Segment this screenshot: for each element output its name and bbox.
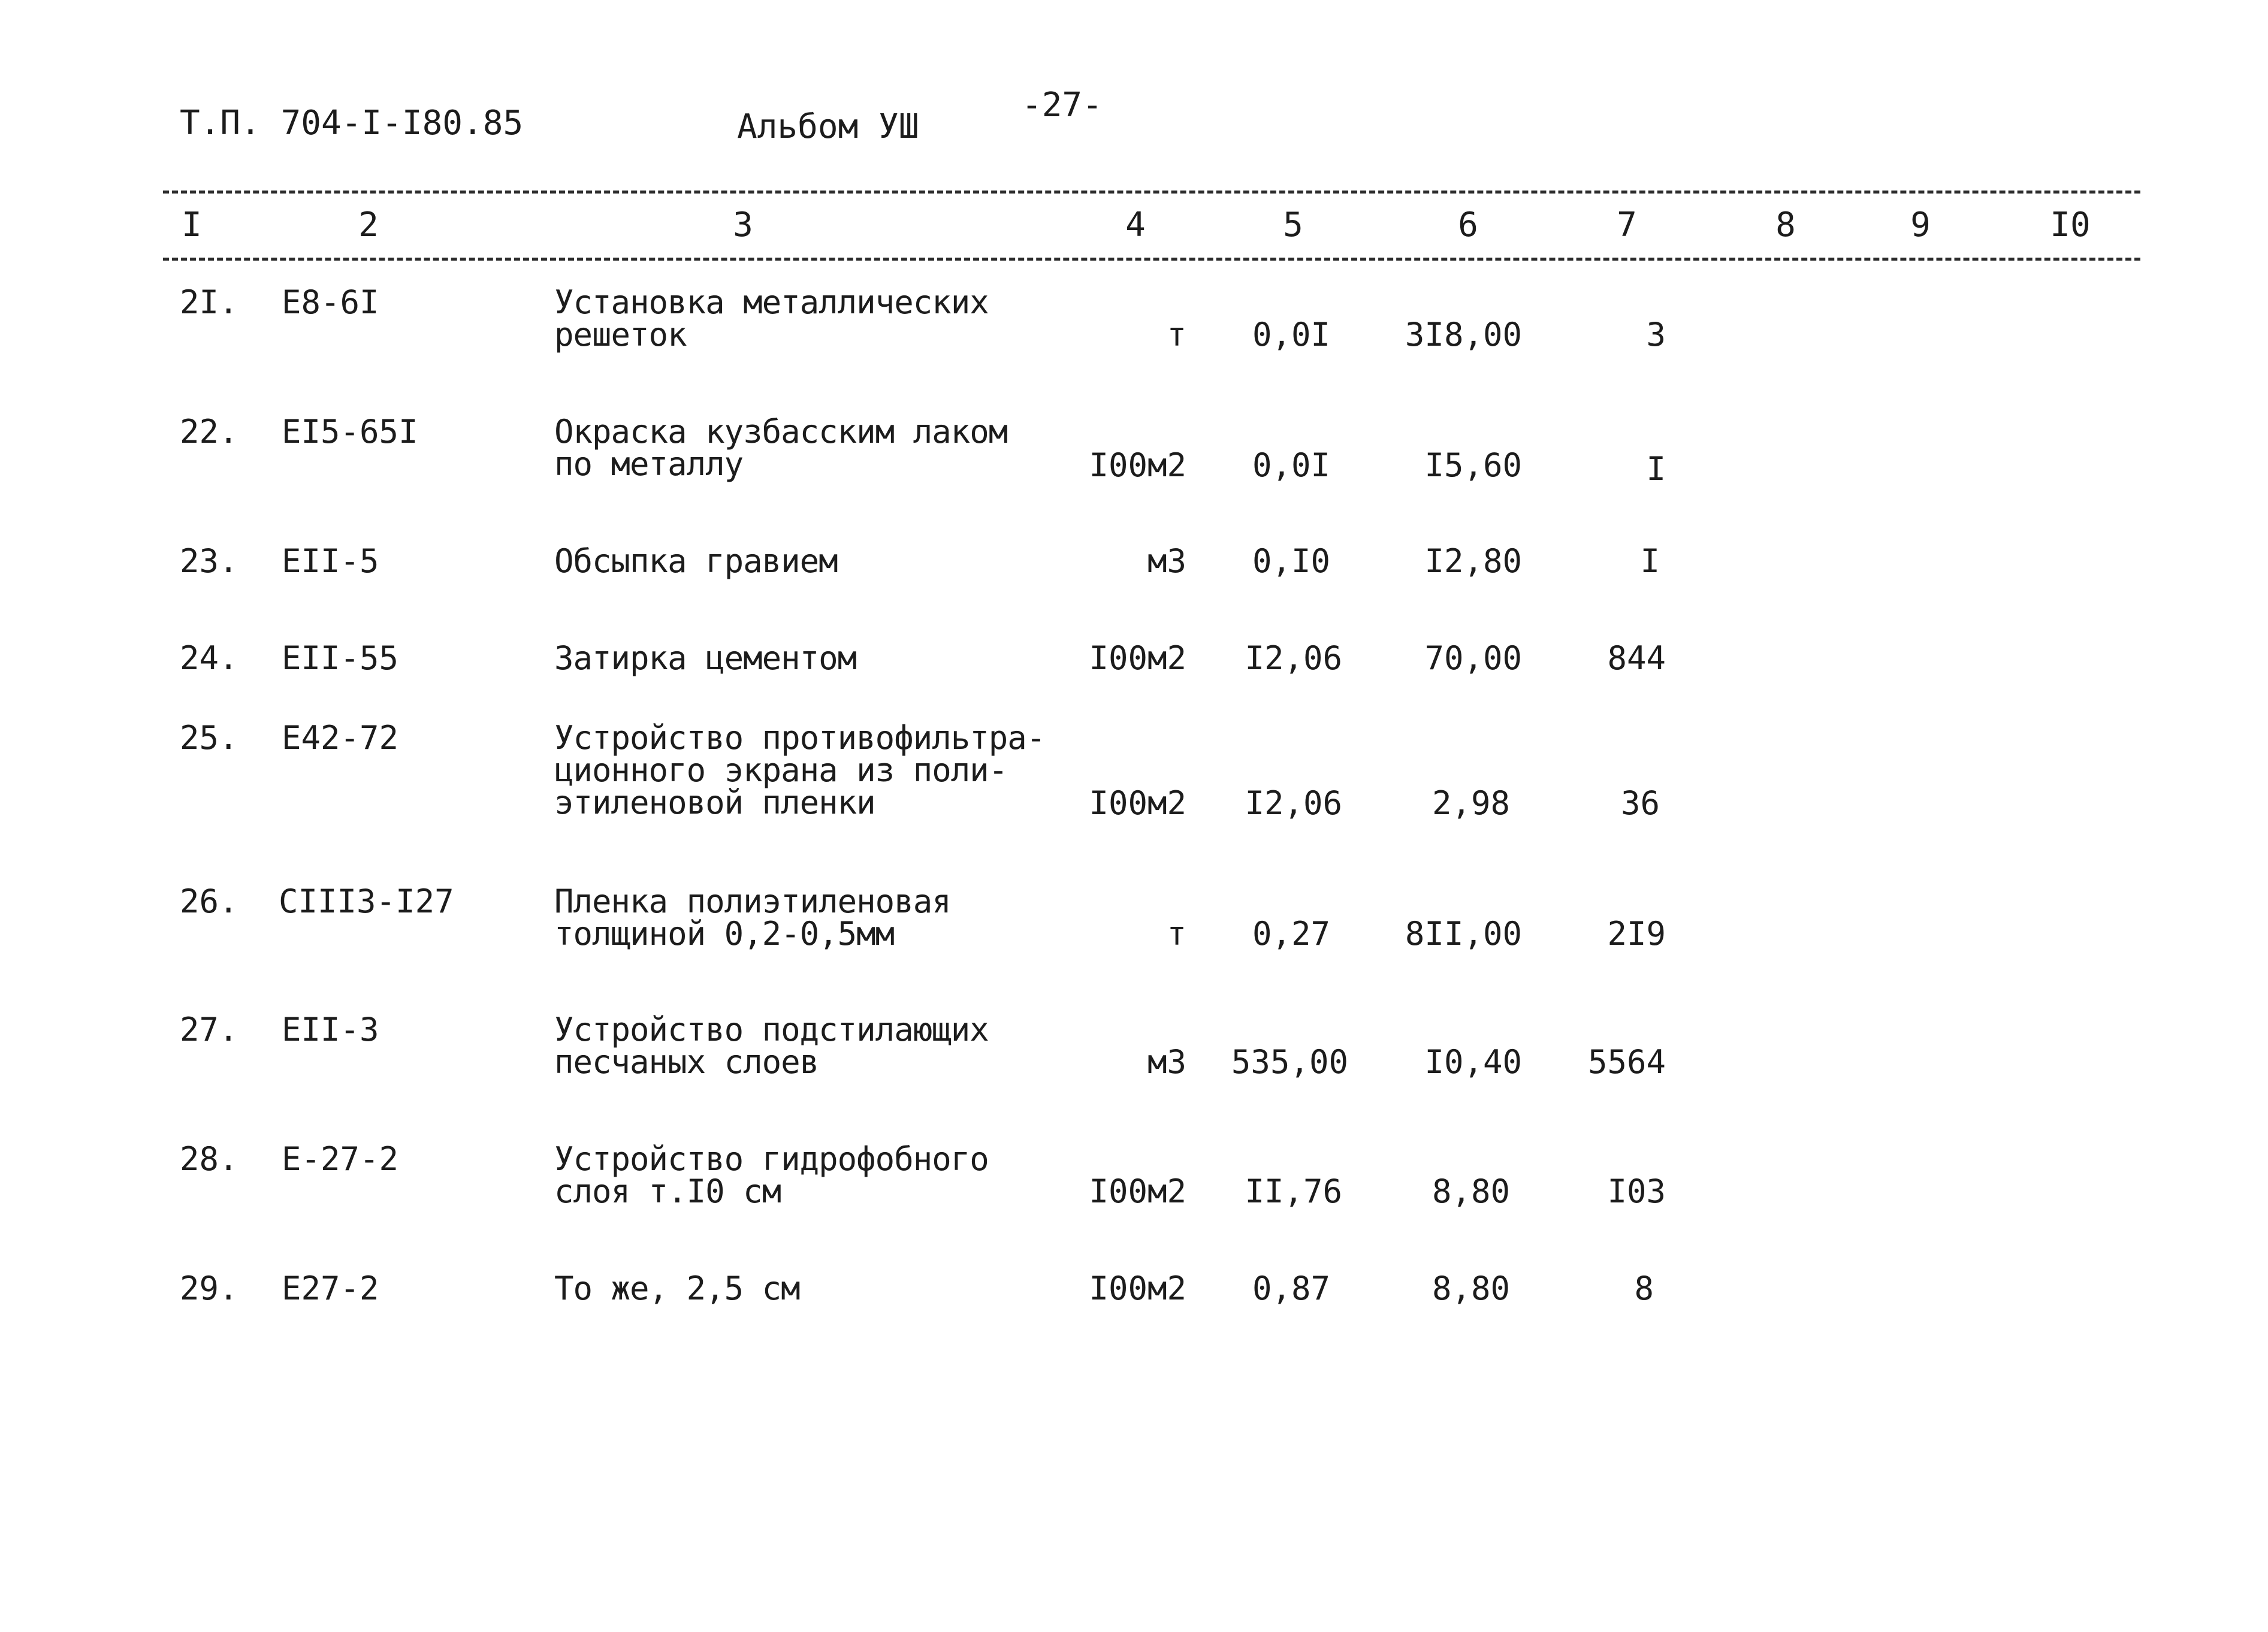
- row-number: 25.: [180, 719, 238, 757]
- row-quantity: II,76: [1245, 1172, 1342, 1210]
- row-quantity: 0,87: [1252, 1270, 1330, 1307]
- row-number: 23.: [180, 542, 238, 580]
- row-number: 22.: [180, 413, 238, 451]
- row-code: ЕII-55: [282, 639, 399, 677]
- row-code: Е8-6I: [282, 283, 379, 321]
- row-code: ЕII-3: [282, 1011, 379, 1048]
- column-number-9: 9: [1910, 205, 1931, 244]
- row-code: Е42-72: [282, 719, 399, 757]
- row-number: 29.: [180, 1270, 238, 1307]
- row-number: 28.: [180, 1140, 238, 1178]
- row-code: СIII3-I27: [279, 883, 454, 920]
- row-number: 24.: [180, 639, 238, 677]
- row-description: Затирка цементом: [554, 639, 857, 677]
- row-code: Е-27-2: [282, 1140, 399, 1178]
- row-description: Устройство гидрофобного слоя т.I0 см: [554, 1140, 989, 1210]
- row-unit: I00м2: [1089, 1270, 1186, 1307]
- row-unit: I00м2: [1089, 446, 1186, 484]
- column-number-10: I0: [2050, 205, 2091, 244]
- column-number-2: 2: [358, 205, 379, 244]
- page-number: -27-: [1022, 86, 1103, 125]
- row-unit-price: I2,80: [1424, 542, 1522, 580]
- column-number-7: 7: [1617, 205, 1637, 244]
- row-total: 2I9: [1607, 915, 1666, 953]
- row-quantity: 0,0I: [1252, 316, 1330, 353]
- row-code: ЕI5-65I: [282, 413, 418, 451]
- row-unit-price: 2,98: [1432, 784, 1510, 822]
- row-unit: м3: [1147, 542, 1186, 580]
- row-number: 2I.: [180, 283, 238, 321]
- row-unit-price: 70,00: [1424, 639, 1522, 677]
- row-quantity: I2,06: [1245, 639, 1342, 677]
- column-number-5: 5: [1283, 205, 1303, 244]
- row-total: 5564: [1587, 1043, 1666, 1081]
- row-number: 26.: [180, 883, 238, 920]
- row-unit-price: I5,60: [1424, 446, 1522, 484]
- album-label: Альбом УШ: [737, 107, 919, 146]
- row-unit: т: [1167, 915, 1186, 953]
- row-unit-price: 8,80: [1432, 1172, 1510, 1210]
- table-header-bottom-rule: [163, 258, 2140, 261]
- row-unit-price: 3I8,00: [1405, 316, 1522, 353]
- row-total: 844: [1607, 639, 1666, 677]
- row-unit-price: I0,40: [1424, 1043, 1522, 1081]
- row-quantity: 0,0I: [1252, 446, 1330, 484]
- row-total: I03: [1607, 1172, 1666, 1210]
- row-description: Установка металлических решеток: [554, 283, 989, 353]
- row-total: I: [1646, 450, 1666, 488]
- column-number-4: 4: [1125, 205, 1146, 244]
- row-unit: I00м2: [1089, 1172, 1186, 1210]
- row-number: 27.: [180, 1011, 238, 1048]
- row-total: I: [1640, 542, 1660, 580]
- row-quantity: 0,27: [1252, 915, 1330, 953]
- column-number-3: 3: [733, 205, 753, 244]
- row-unit: т: [1167, 316, 1186, 353]
- row-description: Обсыпка гравием: [554, 542, 838, 580]
- table-top-rule: [163, 191, 2140, 194]
- row-code: ЕII-5: [282, 542, 379, 580]
- column-number-6: 6: [1458, 205, 1478, 244]
- row-description: Устройство подстилающих песчаных слоев: [554, 1011, 989, 1081]
- row-unit: м3: [1147, 1043, 1186, 1081]
- row-unit-price: 8II,00: [1405, 915, 1522, 953]
- row-description: Устройство противофильтра- ционного экрана из поли- этиленовой пленки: [554, 719, 1046, 821]
- row-description: Окраска кузбасским лаком по металлу: [554, 413, 1008, 483]
- row-unit-price: 8,80: [1432, 1270, 1510, 1307]
- row-code: Е27-2: [282, 1270, 379, 1307]
- row-quantity: I2,06: [1245, 784, 1342, 822]
- row-description: То же, 2,5 см: [554, 1270, 800, 1307]
- row-unit: I00м2: [1089, 639, 1186, 677]
- row-total: 8: [1634, 1270, 1654, 1307]
- row-total: 3: [1646, 316, 1666, 353]
- column-number-8: 8: [1775, 205, 1796, 244]
- row-unit: I00м2: [1089, 784, 1186, 822]
- document-code: Т.П. 704-I-I80.85: [180, 104, 524, 143]
- row-quantity: 535,00: [1231, 1043, 1348, 1081]
- column-number-1: I: [182, 205, 202, 244]
- row-quantity: 0,I0: [1252, 542, 1330, 580]
- row-description: Пленка полиэтиленовая толщиной 0,2-0,5мм: [554, 883, 951, 953]
- row-total: 36: [1620, 784, 1660, 822]
